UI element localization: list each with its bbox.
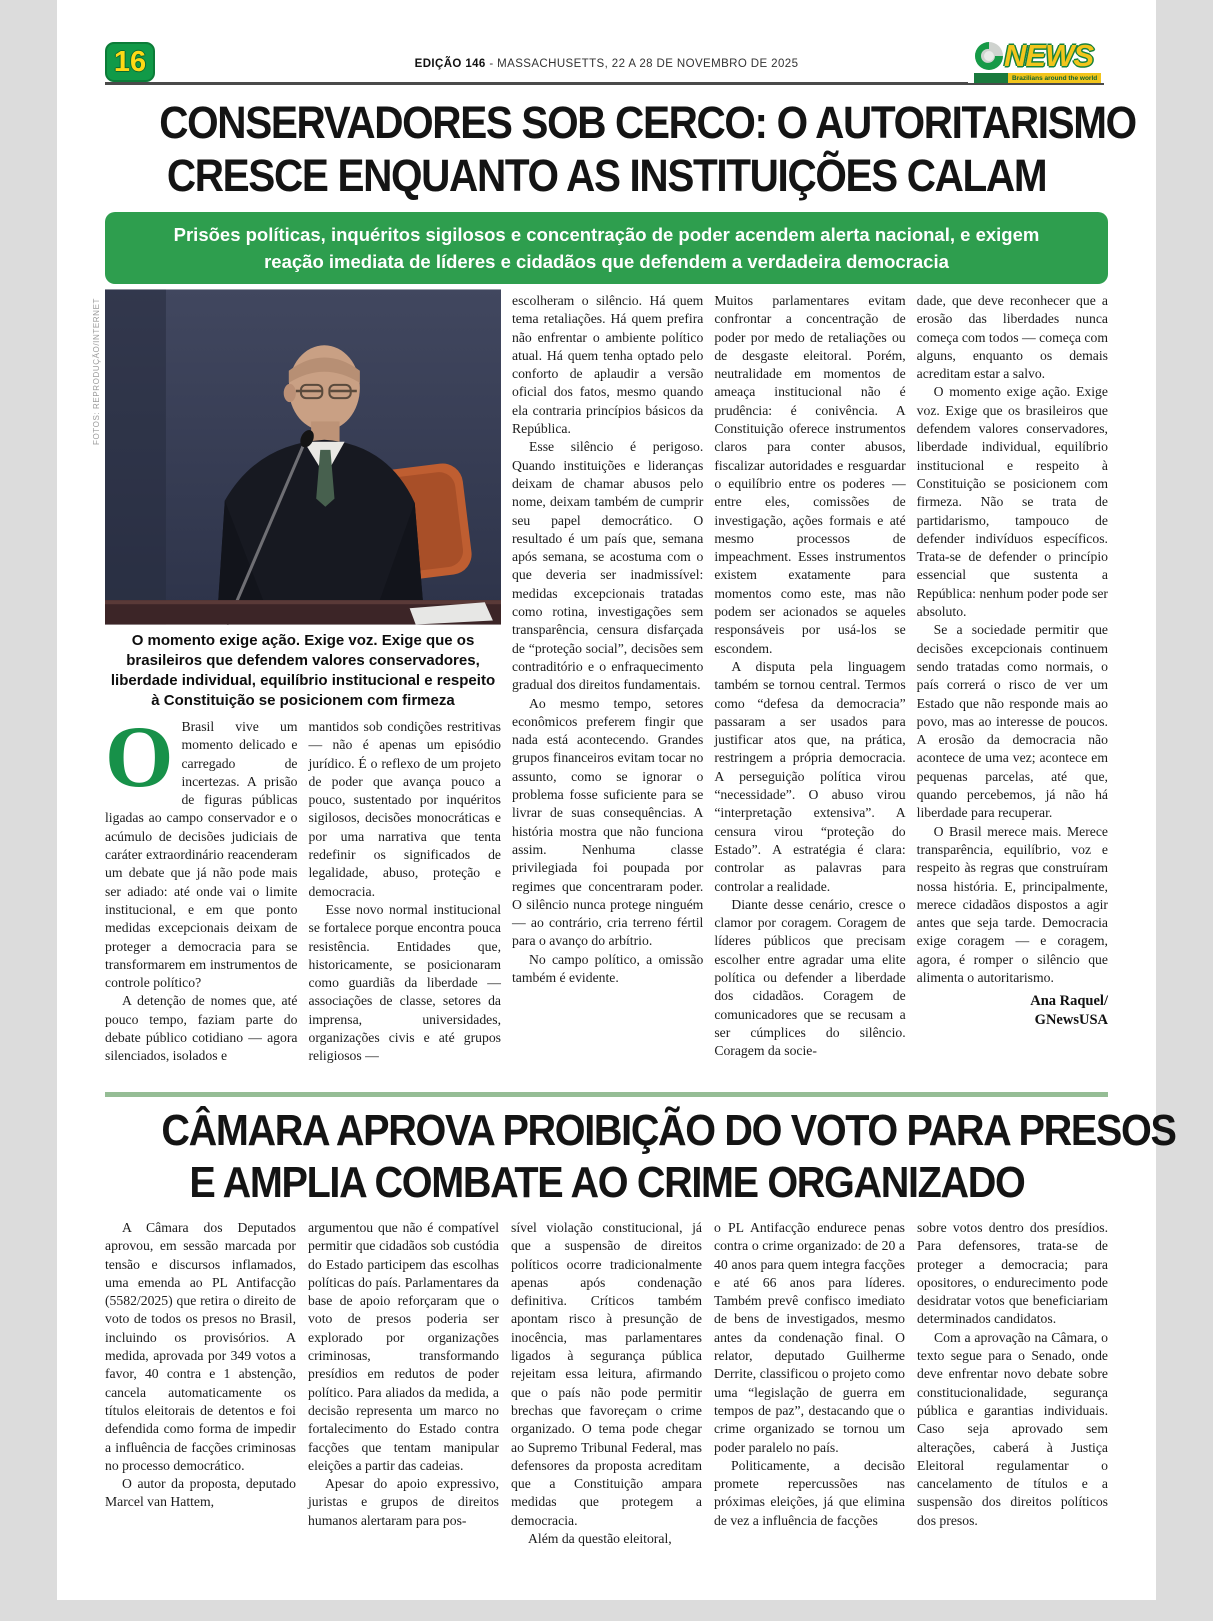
article-paragraph: Muitos parlamentares evitam confrontar a concentração de poder por medo de retaliações ou de desgaste eleitoral. Porém, neutralidade em momentos de ameaça institucional não é prudência: é conivência. A Constituição oferece instrumentos claros para conter abusos, fiscalizar autoridades e resguardar o equilíbrio entre os poderes — entre eles, comissões de investigação, ações formais e até mesmo processos de impeachment. Esses instrumentos existem exatamente para momentos como este, mas não podem ser acionados se aqueles responsáveis por usá-los se escondem. — [714, 293, 906, 656]
article-paragraph: sível violação constitucional, já que a suspensão de direitos políticos ocorre tradicionalmente apenas após condenação definitiva. Críticos também apontam risco à presunção de inocência, mas parlamentares ligados à segurança pública rejeitam essa leitura, afirmando que o país não pode permitir brechas que favoreçam o crime organizado. O tema pode chegar ao Supremo Tribunal Federal, mas defensores da proposta acreditam que a Constituição ampara medidas que protegem a democracia. — [511, 1220, 702, 1528]
logo-green-bar — [974, 73, 1008, 83]
article-paragraph: A disputa pela linguagem também se tornou central. Termos como “defesa da democracia” passaram a ser usados para justificar atos que, na prática, restringem a própria democracia. A perseguição política virou “necessidade”. O abuso virou “interpretação extensiva”. A censura virou “proteção do Estado”. A estratégia é clara: controlar as palavras para controlar a realidade. — [714, 658, 906, 894]
article-paragraph: Diante desse cenário, cresce o clamor por coragem. Coragem de líderes públicos que precisam escolher entre agradar uma elite política ou defender a liberdade dos cidadãos. Coragem de comunicadores que se recusam a ser cúmplices do silêncio. Coragem da socie- — [714, 896, 906, 1059]
logo-tagline: Brazilians around the world — [1008, 73, 1101, 83]
article-paragraph: O Brasil vive um momento delicado e carregado de incertezas. A prisão de figuras públicas ligadas ao campo conservador e o acúmulo de decisões judiciais de caráter extraordinário reacenderam um debate que já não pode mais ser adiado: até onde vai o limite institucional, e em que ponto medidas excepcionais deixam de proteger a democracia para se transformarem em instrumentos de controle político? — [105, 709, 298, 991]
article2-headline — [105, 1105, 1176, 1209]
article1-columns-1-2 — [105, 709, 501, 1076]
article-paragraph: A detenção de nomes que, até pouco tempo, faziam parte do debate público cotidiano — agora silenciados, isolados e — [105, 993, 298, 1064]
article1-body — [92, 292, 1108, 1076]
headline-line: CONSERVADORES SOB CERCO: O AUTORITARISMO — [159, 97, 1136, 148]
article-paragraph: Com a aprovação na Câmara, o texto segue para o Senado, onde deve enfrentar novo debate sobre constitucionalidade, segurança pública e garantias individuais. Caso seja aprovado sem alterações, caberá à Justiça Eleitoral regulamentar o cancelamento de títulos e a suspensão dos direitos políticos dos presos. — [917, 1329, 1108, 1528]
dropcap-letter: O — [105, 709, 174, 806]
edition-number: EDIÇÃO 146 — [414, 58, 486, 70]
article-paragraph: Se a sociedade permitir que decisões excepcionais continuem sendo tratadas como normais, o país correrá o risco de ver um Estado que não responde mais ao povo, mas ao interesse de poucos. A erosão da democracia não acontece de uma vez; acontece em pequenas parcelas, até que, quando percebemos, já não há liberdade para recuperar. — [916, 622, 1108, 821]
article-paragraph: No campo político, a omissão também é evidente. — [512, 951, 704, 985]
article2-col2 — [308, 1219, 499, 1621]
byline: Ana Raquel/ GNewsUSA — [1030, 993, 1108, 1029]
headline-line: E AMPLIA COMBATE AO CRIME ORGANIZADO — [188, 1158, 1025, 1207]
article-paragraph: dade, que deve reconhecer que a erosão das liberdades nunca começa com todos — começa com alguns, enquanto os demais acreditam estar a salvo. — [916, 293, 1108, 382]
article2-col3 — [511, 1219, 702, 1621]
article1-col2 — [309, 718, 502, 1076]
gnews-g-icon — [974, 41, 1004, 71]
article-paragraph: Apesar do apoio expressivo, juristas e grupos de direitos humanos alertaram para pos- — [308, 1476, 499, 1528]
gnews-logo — [968, 38, 1108, 83]
page-number: 16 — [113, 45, 147, 78]
newspaper-page — [57, 0, 1176, 1600]
article2-col1 — [105, 1219, 296, 1621]
article1-photo — [105, 292, 501, 622]
article2-col4 — [714, 1219, 905, 1621]
article1-headline — [105, 96, 1136, 202]
article-paragraph: O autor da proposta, deputado Marcel van Hattem, — [105, 1476, 296, 1510]
article-paragraph: Ao mesmo tempo, setores econômicos preferem fingir que nada está acontecendo. Grandes grupos financeiros evitam tocar no assunto, como se ignorar o problema fosse suficiente para se livrar de suas consequências. A história mostra que não funciona assim. Nenhuma classe privilegiada foi poupada por regimes que concentraram poder. O silêncio nunca protege ninguém — ao contrário, cria terreno fértil para o avanço do arbítrio. — [512, 695, 704, 949]
photo-caption: O momento exige ação. Exige voz. Exige que os brasileiros que defendem valores conservadores, liberdade individual, equilíbrio institucional e respeito à Constituição se posicionem com firmeza — [110, 632, 496, 709]
headline-line: CRESCE ENQUANTO AS INSTITUIÇÕES CALAM — [166, 150, 1047, 201]
masthead — [105, 0, 1108, 88]
article-paragraph: Esse novo normal institucional se fortalece porque encontra pouca resistência. Entidades que, historicamente, se posicionaram como guardiãs da liberdade — associações de classe, setores da imprensa, universidades, organizações civis e até grupos religiosos — — [308, 901, 501, 1064]
article1-col4 — [714, 292, 905, 1076]
photo-credit: FOTOS: REPRODUÇÃO/INTERNET — [92, 298, 101, 446]
article-paragraph: mantidos sob condições restritivas — não é apenas um episódio jurídico. É o reflexo de um projeto de poder que avança pouco a pouco, sustentado por inquéritos sigilosos, decisões monocráticas e por uma narrativa que tenta redefinir os significados de legalidade, abuso, proteção e democracia. — [308, 719, 501, 899]
article-paragraph: O momento exige ação. Exige voz. Exige que os brasileiros que defendem valores conservadores, liberdade individual, equilíbrio institucional e respeito à Constituição se posicionem com firmeza. Não se trata de partidarismo, tampouco de defender indivíduos específicos. Trata-se de defender o princípio essencial que sustenta a República: nenhum poder pode ser absoluto. — [916, 384, 1108, 620]
edition-line — [105, 58, 1108, 70]
article-paragraph: Além da questão eleitoral, — [528, 1531, 672, 1547]
article-paragraph: Politicamente, a decisão promete repercussões nas próximas eleições, já que elimina de vez a influência de facções — [714, 1457, 905, 1528]
article-paragraph: o PL Antifacção endurece penas contra o crime organizado: de 20 a 40 anos para quem integra facções e até 66 anos para líderes. Também prevê confisco imediato de bens de investigados, mesmo antes da condenação final. O relator, deputado Guilherme Derrite, classificou o projeto como uma “legislação de guerra em tempos de paz”, destacando que o crime organizado se tornou um poder paralelo no país. — [714, 1220, 905, 1455]
article-paragraph: sobre votos dentro dos presídios. Para defensores, trata-se de proteger a democracia; para opositores, o endurecimento pode desidratar votos que beneficiariam determinados candidatos. — [917, 1220, 1108, 1327]
gnews-wordmark: NEWS — [1004, 38, 1093, 73]
judge-photo-illustration — [105, 292, 501, 622]
edition-date: - MASSACHUSETTS, 22 A 28 DE NOVEMBRO DE 2025 — [485, 58, 799, 70]
article2-body — [105, 1219, 1108, 1621]
article-paragraph: escolheram o silêncio. Há quem tema retaliações. Há quem prefira não enfrentar o ambiente político atual. Há quem tenha optado pelo conforto de aplaudir a versão oficial dos fatos, mesmo quando ela contraria princípios básicos da República. — [512, 293, 704, 437]
headline-line: CÂMARA APROVA PROIBIÇÃO DO VOTO PARA PRESOS — [161, 1106, 1176, 1155]
masthead-rule — [105, 82, 1104, 85]
section-divider — [105, 1092, 1108, 1097]
article1-col1 — [105, 709, 298, 1076]
article1-subhead-box — [105, 212, 1108, 284]
article-paragraph: Esse silêncio é perigoso. Quando instituições e lideranças deixam de chamar abusos pelo nome, deixam também de cumprir seu papel democrático. O resultado é um país que, semana após semana, se acostuma com o que deveria ser inadmissível: medidas excepcionais tratadas como rotina, investigações sem transparência, censura disfarçada de “proteção social”, decisões sem contraditório e o enfraquecimento gradual dos direitos fundamentais. — [512, 439, 704, 693]
article2-col5 — [917, 1219, 1108, 1621]
article-paragraph: O Brasil merece mais. Merece transparência, equilíbrio, voz e respeito às regras que construíram nossa história. E, principalmente, merece cidadãos dispostos a agir antes que seja tarde. Democracia exige coragem — e coragem, agora, é romper o silêncio que alimenta o autoritarismo. — [916, 823, 1108, 985]
page-number-badge — [105, 42, 155, 82]
article1-subhead: Prisões políticas, inquéritos sigilosos e concentração de poder acendem alerta nacional, e exigem reação imediata de líderes e cidadãos que defendem a verdadeira democracia — [173, 224, 1040, 272]
article-paragraph: argumentou que não é compatível permitir que cidadãos sob custódia do Estado participem das escolhas políticas do país. Parlamentares da base de apoio reforçaram que o voto de presos poderia ser explorado por organizações criminosas, transformando presídios em redutos de poder político. Para aliados da medida, a decisão representa um marco no fortalecimento do Estado contra facções que tentam manipular eleições a partir das cadeias. — [308, 1220, 499, 1473]
article-paragraph: A Câmara dos Deputados aprovou, em sessão marcada por tensão e discursos inflamados, uma emenda ao PL Antifacção (5582/2025) que retira o direito de voto de todos os presos no Brasil, incluindo os provisórios. A medida, aprovada por 349 votos a favor, 40 contra e 1 abstenção, cancela automaticamente os títulos eleitorais de detentos e foi defendida como forma de impedir a influência de facções criminosas no processo democrático. — [105, 1220, 296, 1473]
article1-col5 — [917, 292, 1108, 1076]
article1-left-block — [92, 292, 501, 1076]
article1-col3 — [512, 292, 703, 1076]
